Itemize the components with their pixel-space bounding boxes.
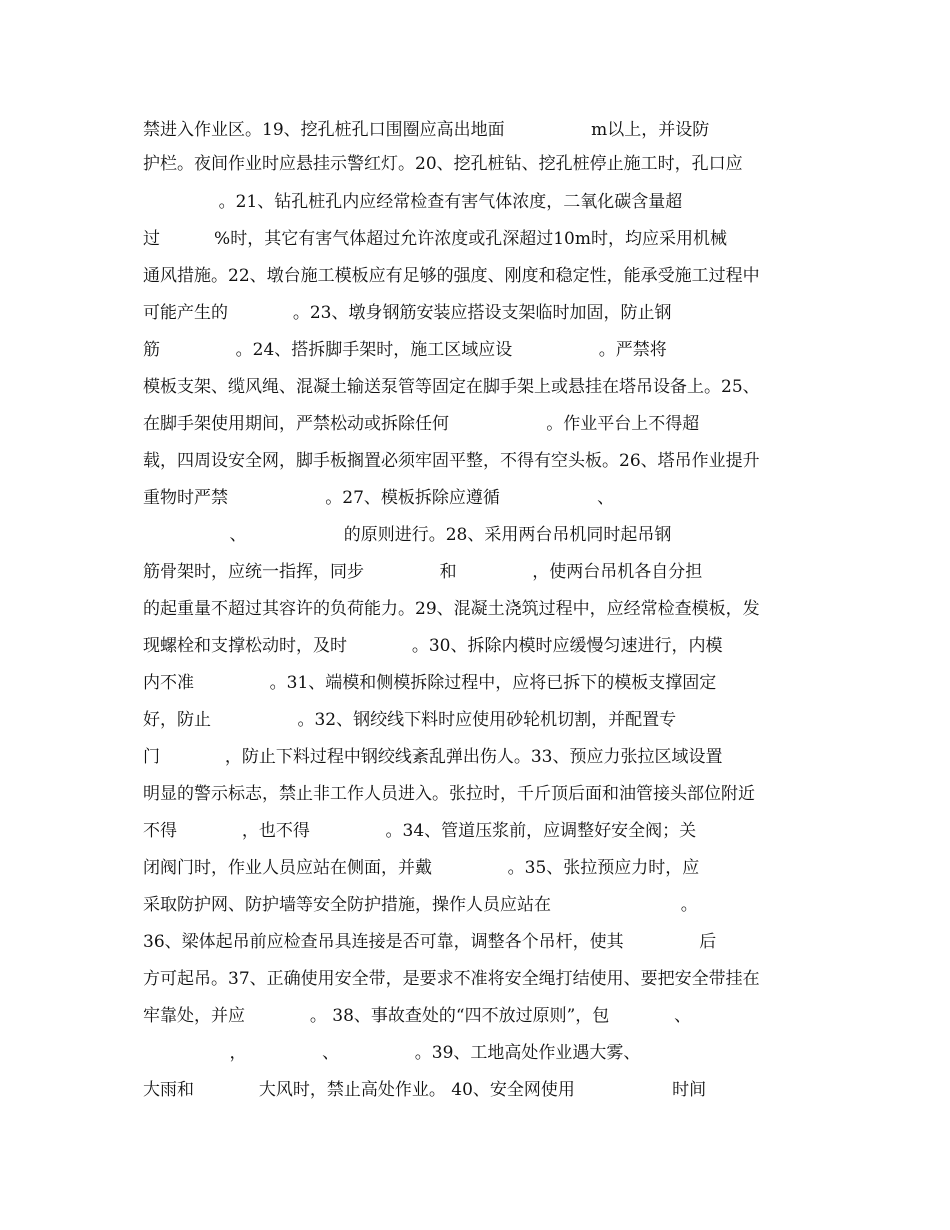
text-line: 禁进入作业区。19、挖孔桩孔口围圈应高出地面 m以上，并设防 bbox=[143, 120, 710, 140]
text-line: 筋 。24、搭拆脚手架时，施工区域应设 。严禁将 bbox=[143, 340, 667, 360]
text-line: 现螺栓和支撑松动时，及时 。30、拆除内模时应缓慢匀速进行，内模 bbox=[143, 636, 723, 656]
text-line: 闭阀门时，作业人员应站在侧面，并戴 。35、张拉预应力时，应 bbox=[143, 858, 700, 878]
text-line: 方可起吊。37、正确使用安全带，是要求不准将安全绳打结使用、要把安全带挂在 bbox=[143, 969, 760, 989]
text-line: 好，防止 。32、钢绞线下料时应使用砂轮机切割，并配置专 bbox=[143, 710, 677, 730]
text-line: 可能产生的 。23、墩身钢筋安装应搭设支架临时加固，防止钢 bbox=[143, 303, 672, 323]
text-line: 筋骨架时，应统一指挥，同步 和 ，使两台吊机各自分担 bbox=[143, 562, 703, 582]
text-line: 采取防护网、防护墙等安全防护措施，操作人员应站在 。 bbox=[143, 895, 698, 915]
text-line: 模板支架、缆风绳、混凝土输送泵管等固定在脚手架上或悬挂在塔吊设备上。25、 bbox=[143, 377, 760, 397]
text-line: 不得 ，也不得 。34、管道压浆前，应调整好安全阀；关 bbox=[143, 821, 697, 841]
text-line: 内不准 。31、端模和侧模拆除过程中，应将已拆下的模板支撑固定 bbox=[143, 673, 717, 693]
text-line: 牢靠处，并应 。 38、事故查处的“四不放过原则”，包 、 bbox=[143, 1006, 692, 1026]
text-line: 护栏。夜间作业时应悬挂示警红灯。20、挖孔桩钻、挖孔桩停止施工时，孔口应 bbox=[143, 154, 743, 174]
text-line: 、 的原则进行。28、采用两台吊机同时起吊钢 bbox=[143, 525, 672, 545]
text-line: 在脚手架使用期间，严禁松动或拆除任何 。作业平台上不得超 bbox=[143, 414, 700, 434]
text-line: 通风措施。22、墩台施工模板应有足够的强度、刚度和稳定性，能承受施工过程中 bbox=[143, 266, 760, 286]
text-line: 大雨和 大风时，禁止高处作业。 40、安全网使用 时间 bbox=[143, 1080, 707, 1100]
text-line: 。21、钻孔桩孔内应经常检查有害气体浓度，二氧化碳含量超 bbox=[143, 192, 683, 212]
text-line: 重物时严禁 。27、模板拆除应遵循 、 bbox=[143, 488, 615, 508]
text-line: 明显的警示标志，禁止非工作人员进入。张拉时，千斤顶后面和油管接头部位附近 bbox=[143, 784, 755, 804]
text-line: ， 、 。39、工地高处作业遇大雾、 bbox=[143, 1043, 641, 1063]
text-line: 36、梁体起吊前应检查吊具连接是否可靠，调整各个吊杆，使其 后 bbox=[143, 932, 717, 952]
text-line: 门 ，防止下料过程中钢绞线紊乱弹出伤人。33、预应力张拉区域设置 bbox=[143, 747, 723, 767]
text-line: 载，四周设安全网，脚手板搁置必须牢固平整，不得有空头板。26、塔吊作业提升 bbox=[143, 451, 760, 471]
text-line: 过 %时，其它有害气体超过允许浓度或孔深超过10m时，均应采用机械 bbox=[143, 229, 727, 249]
text-line: 的起重量不超过其容许的负荷能力。29、混凝土浇筑过程中，应经常检查模板，发 bbox=[143, 599, 760, 619]
